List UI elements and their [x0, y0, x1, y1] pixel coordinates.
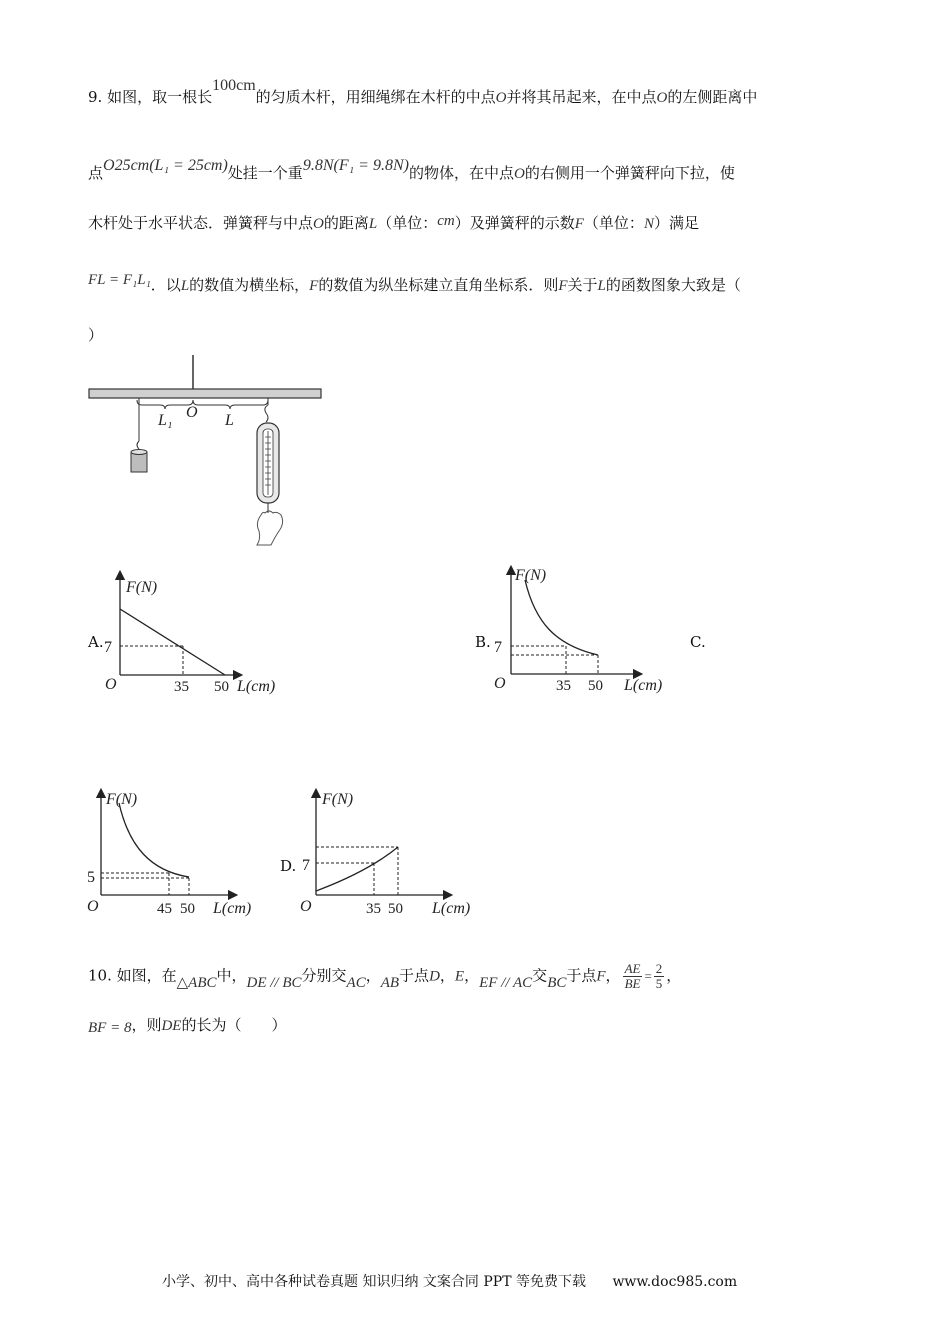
footer-text: 小学、初中、高中各种试卷真题 知识归纳 文案合同 PPT 等免费下载 [162, 1274, 586, 1290]
q9-unit-cm: cm [437, 213, 455, 229]
x-axis-label: L(cm) [237, 678, 276, 695]
q10-text: ， [666, 966, 682, 985]
q9-math-weight: 9.8N(F₁ = 9.8N) [302, 157, 409, 174]
q9-var-L: L [597, 278, 606, 294]
q10-equals: = [644, 968, 652, 984]
q9-text: 的数值为横坐标， [189, 276, 310, 294]
q9-text: 木杆处于水平状态．弹簧秤与中点 [88, 214, 314, 232]
tick-label-y: 7 [302, 857, 310, 874]
option-a-graph [100, 565, 300, 700]
q10-seg-de: DE [161, 1018, 182, 1034]
q10-line1 [88, 962, 681, 991]
q9-var-F: F [558, 278, 568, 294]
q9-line2 [88, 157, 735, 185]
q9-var-O: O [495, 90, 507, 106]
q10-point-e: E [454, 968, 465, 985]
weight-icon [131, 450, 147, 473]
tick-label-x: 50 [214, 679, 229, 695]
q10-line2 [88, 1014, 286, 1037]
y-axis-label: F(N) [515, 567, 547, 584]
q10-seg-ac: AC [346, 974, 366, 991]
scale-hook [265, 405, 268, 422]
tick-label-x: 45 [157, 901, 172, 917]
x-axis-label: L(cm) [624, 677, 663, 694]
origin-label: O [87, 898, 99, 915]
q10-text: 于点 [566, 966, 597, 985]
q9-text: 9. 如图，取一根长 [88, 88, 213, 106]
q9-length: 100cm [212, 77, 256, 94]
q9-var-L: L [368, 216, 378, 232]
tick-label-x: 35 [174, 679, 189, 695]
q9-var-O: O [513, 166, 525, 182]
y-axis-label: F(N) [106, 791, 138, 808]
q10-text: 于点 [399, 966, 430, 985]
function-curve [525, 580, 598, 655]
q9-text: 的匀质木杆，用细绳绑在木杆的中点 [255, 88, 496, 106]
tick-label-x: 35 [366, 901, 381, 917]
hand-icon [257, 503, 283, 545]
q9-text: 的数值为纵坐标建立直角坐标系．则 [318, 276, 559, 294]
q9-line4 [88, 274, 741, 297]
option-b-graph [490, 560, 685, 700]
function-curve [119, 803, 189, 877]
q10-text: ，则 [131, 1016, 162, 1034]
origin-label: O [494, 675, 506, 692]
option-b-label: B. [475, 633, 491, 651]
q10-seg-bc: BC [547, 974, 567, 991]
option-d-graph [298, 785, 488, 925]
weight-hook [137, 441, 139, 449]
q9-text: ．以 [150, 276, 181, 294]
q10-seg-ab: AB [380, 974, 400, 991]
q9-var-F: F [574, 216, 584, 232]
function-line [120, 609, 225, 675]
q9-text: ）满足 [653, 214, 699, 232]
q10-text: ， [605, 966, 621, 985]
fraction-denominator: 5 [655, 976, 663, 991]
tick-label-x: 50 [588, 678, 603, 694]
label-L1: L₁ [158, 412, 173, 429]
function-curve [316, 847, 398, 891]
tick-label-y: 7 [104, 639, 112, 656]
q9-text: 关于 [567, 276, 598, 294]
q10-text: ， [365, 966, 381, 985]
origin-label: O [300, 898, 312, 915]
q9-text: ）及弹簧秤的示数 [454, 214, 575, 232]
q10-text: 的长为（ ） [181, 1016, 287, 1034]
q9-text: 的距离 [323, 214, 369, 232]
fraction-denominator: BE [624, 976, 641, 991]
q9-text: 处挂一个重 [227, 164, 303, 182]
q9-var-N: N [643, 216, 654, 232]
q9-text: 的右侧用一个弹簧秤向下拉，使 [524, 164, 735, 182]
option-c-graph [85, 785, 270, 925]
tick-label-x: 50 [180, 901, 195, 917]
option-c-label: C. [690, 633, 706, 651]
q9-line5: ） [88, 326, 104, 344]
q9-var-L: L [180, 278, 190, 294]
origin-label: O [105, 676, 117, 693]
q9-var-O: O [656, 90, 668, 106]
q9-var-F: F [309, 278, 319, 294]
x-axis-label: L(cm) [432, 900, 471, 917]
q9-text: 的物体，在中点 [408, 164, 514, 182]
q10-ratio-ae-be [623, 962, 643, 991]
q9-line1 [88, 77, 758, 109]
q10-given-bf: BF = 8 [88, 1020, 132, 1036]
q10-text: 10. 如图，在 [88, 966, 177, 985]
tick-label-y: 7 [494, 639, 502, 656]
q9-math-distance: O25cm(L₁ = 25cm) [103, 157, 228, 174]
q10-text: 交 [532, 966, 548, 985]
q10-text: ， [439, 966, 455, 985]
q9-text: 点 [88, 164, 104, 182]
q9-text: （单位： [583, 214, 644, 232]
q9-formula: FL = F₁L₁ [88, 272, 151, 288]
tick-label-x: 50 [388, 901, 403, 917]
q10-point-f: F [596, 968, 606, 985]
q10-parallel-ef-ac: EF // AC [479, 974, 533, 991]
q10-text: ， [464, 966, 480, 985]
footer-link[interactable]: www.doc985.com [612, 1274, 738, 1290]
q9-text: 的左侧距离中 [667, 88, 758, 106]
tick-label-x: 35 [556, 678, 571, 694]
y-axis-label: F(N) [126, 579, 158, 596]
lever-figure [85, 355, 330, 550]
tick-label-y: 5 [87, 869, 95, 886]
option-a-label: A. [88, 633, 104, 651]
q10-text: 分别交 [301, 966, 347, 985]
label-O: O [186, 404, 198, 421]
q10-triangle: △ABC [176, 974, 217, 991]
wooden-rod [89, 389, 321, 398]
q9-text: （单位： [377, 214, 438, 232]
q10-ratio-value [654, 962, 665, 991]
page-footer [162, 1271, 737, 1291]
q9-var-O: O [313, 216, 324, 232]
q10-point-d: D [429, 968, 440, 985]
q9-text: 的函数图象大致是（ [605, 276, 741, 294]
x-axis-label: L(cm) [213, 900, 252, 917]
spring-scale-icon [257, 423, 279, 503]
label-L: L [225, 412, 234, 429]
fraction-numerator: 2 [655, 961, 663, 976]
fraction-numerator: AE [624, 961, 641, 976]
y-axis-label: F(N) [322, 791, 354, 808]
option-d-label: D. [280, 857, 297, 875]
brace-L [193, 400, 268, 409]
q10-text: 中， [216, 966, 247, 985]
q9-line3 [88, 212, 699, 235]
q9-text: 并将其吊起来，在中点 [506, 88, 657, 106]
q10-parallel-de-bc: DE // BC [246, 974, 302, 991]
brace-L1 [137, 400, 193, 409]
